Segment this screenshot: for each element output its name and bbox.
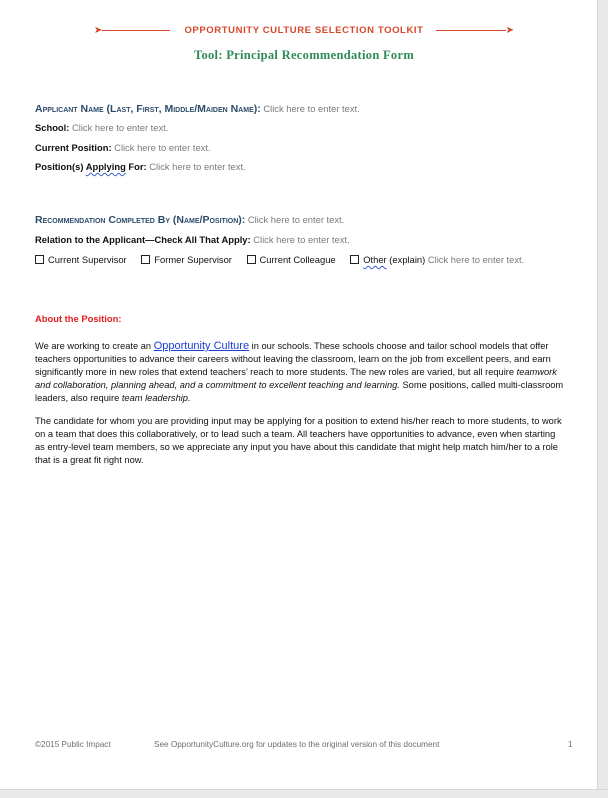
current-position-row xyxy=(35,142,211,153)
applying-for-label: Position(s) Applying For: xyxy=(35,161,147,172)
recommender-label: Recommendation Completed By (Name/Position): xyxy=(35,214,246,226)
checkbox-icon[interactable] xyxy=(247,255,256,264)
relation-field[interactable]: Click here to enter text. xyxy=(253,234,350,245)
relation-checkboxes xyxy=(35,254,524,265)
banner-title: OPPORTUNITY CULTURE SELECTION TOOLKIT xyxy=(184,25,424,36)
checkbox-icon[interactable] xyxy=(141,255,150,264)
checkbox-former-supervisor[interactable]: Former Supervisor xyxy=(141,254,232,265)
footer-note: See OpportunityCulture.org for updates to the original version of this document xyxy=(154,740,440,749)
horizontal-scrollbar[interactable] xyxy=(0,789,608,798)
checkbox-current-colleague[interactable]: Current Colleague xyxy=(247,254,336,265)
applicant-name-field[interactable]: Click here to enter text. xyxy=(263,103,360,114)
recommender-field[interactable]: Click here to enter text. xyxy=(247,214,345,225)
applying-for-row xyxy=(35,161,246,172)
relation-row xyxy=(35,234,350,245)
opportunity-culture-link[interactable]: Opportunity Culture xyxy=(153,340,250,352)
checkbox-other[interactable]: Other (explain) Click here to enter text. xyxy=(350,254,524,265)
checkbox-current-supervisor[interactable]: Current Supervisor xyxy=(35,254,127,265)
toolkit-banner xyxy=(94,24,514,38)
checkbox-icon[interactable] xyxy=(35,255,44,264)
banner-right-arrow-icon: ➤ xyxy=(505,25,514,36)
about-heading: About the Position: xyxy=(35,313,122,324)
relation-label: Relation to the Applicant—Check All That Apply: xyxy=(35,234,251,245)
tool-title: Tool: Principal Recommendation Form xyxy=(193,48,415,62)
banner-right-rule xyxy=(436,30,506,31)
about-paragraph-2: The candidate for whom you are providing input may be applying for a position to extend his/her reach to more students, to work on a team that does this collaboratively, or to lead such a team. All teachers have opportunities to advance, even when starting as entry-level team members, so we appreciate any input you have about this candidate that might help match him/her to a role that is a great fit right now. xyxy=(35,416,562,465)
recommender-row xyxy=(35,214,344,226)
about-paragraph-1: We are working to create an Opportunity Culture in our schools. These schools choose and tailor school models that offer teachers opportunities to advance their careers without leaving the classroom, learn on the job from excellent peers, and earn significantly more in new roles that extend teachers’ reach to more students. The new roles are varied, but all require teamwork and collaboration, planning ahead, and a commitment to excellent teaching and learning. Some positions, called multi-classroom leaders, also require team leadership. xyxy=(35,340,564,403)
vertical-scrollbar[interactable] xyxy=(597,0,608,798)
school-label: School: xyxy=(35,122,70,133)
school-field[interactable]: Click here to enter text. xyxy=(71,122,169,133)
applicant-name-label: Applicant Name (Last, First, Middle/Maiden Name): xyxy=(35,103,261,115)
footer-copyright: ©2015 Public Impact xyxy=(35,740,111,749)
school-row xyxy=(35,122,168,133)
current-position-field[interactable]: Click here to enter text. xyxy=(114,142,211,153)
checkbox-icon[interactable] xyxy=(350,255,359,264)
applying-for-field[interactable]: Click here to enter text. xyxy=(149,161,246,172)
page-number: 1 xyxy=(568,740,573,749)
current-position-label: Current Position: xyxy=(35,142,112,153)
banner-left-arrow-icon: ➤ xyxy=(94,25,103,36)
other-explain-field[interactable]: Click here to enter text. xyxy=(427,254,525,265)
applicant-name-row xyxy=(35,103,360,115)
